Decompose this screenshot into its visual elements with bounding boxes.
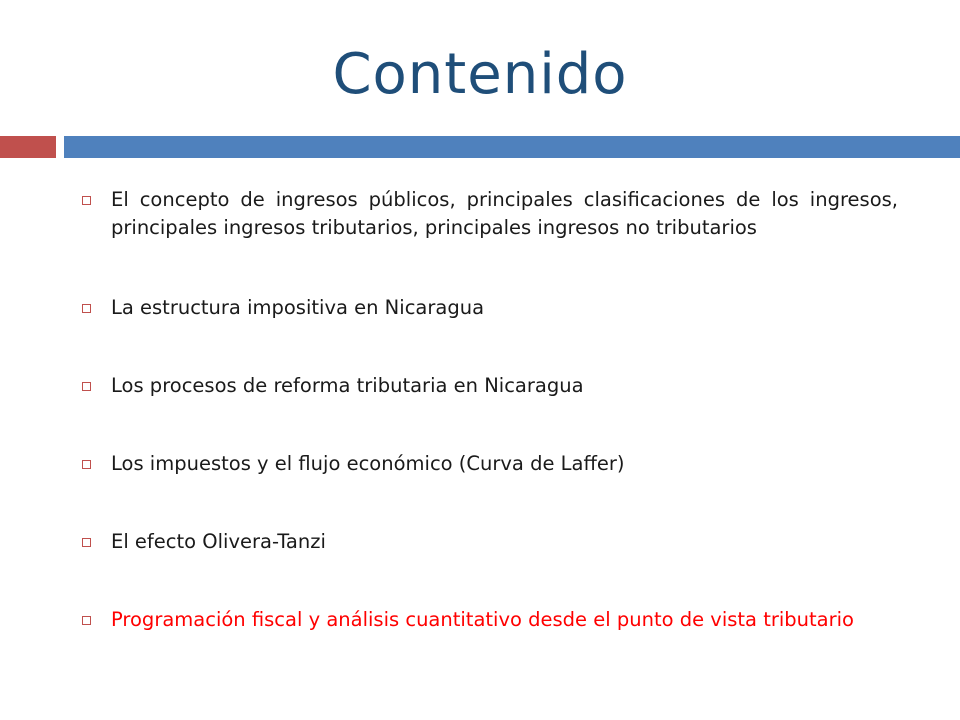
bullet-text-2: La estructura impositiva en Nicaragua	[111, 296, 485, 319]
hollow-square-icon	[82, 382, 91, 391]
hollow-square-icon	[82, 538, 91, 547]
bullet-item-4	[76, 450, 898, 478]
accent-bar	[0, 136, 56, 158]
bullet-text-5: El efecto Olivera-Tanzi	[111, 530, 326, 553]
bullet-item-5	[76, 528, 898, 556]
hollow-square-icon	[82, 616, 91, 625]
bullet-item-2	[76, 294, 898, 322]
hollow-square-icon	[82, 460, 91, 469]
bullet-list	[76, 186, 898, 634]
bullet-text-6: Programación fiscal y análisis cuantitativo desde el punto de vista tributario	[111, 608, 854, 631]
hollow-square-icon	[82, 304, 91, 313]
bullet-text-1: El concepto de ingresos públicos, principales clasificaciones de los ingresos, principales ingresos tributarios, principales ingresos no tributarios	[111, 188, 898, 239]
bullet-item-6-highlighted	[76, 606, 898, 634]
bullet-text-3: Los procesos de reforma tributaria en Nicaragua	[111, 374, 584, 397]
hollow-square-icon	[82, 196, 91, 205]
bullet-item-3	[76, 372, 898, 400]
title-underline-bar	[64, 136, 960, 158]
slide-title: Contenido	[332, 42, 628, 107]
bullet-item-1	[76, 186, 898, 242]
bullet-text-4: Los impuestos y el flujo económico (Curva de Laffer)	[111, 452, 625, 475]
